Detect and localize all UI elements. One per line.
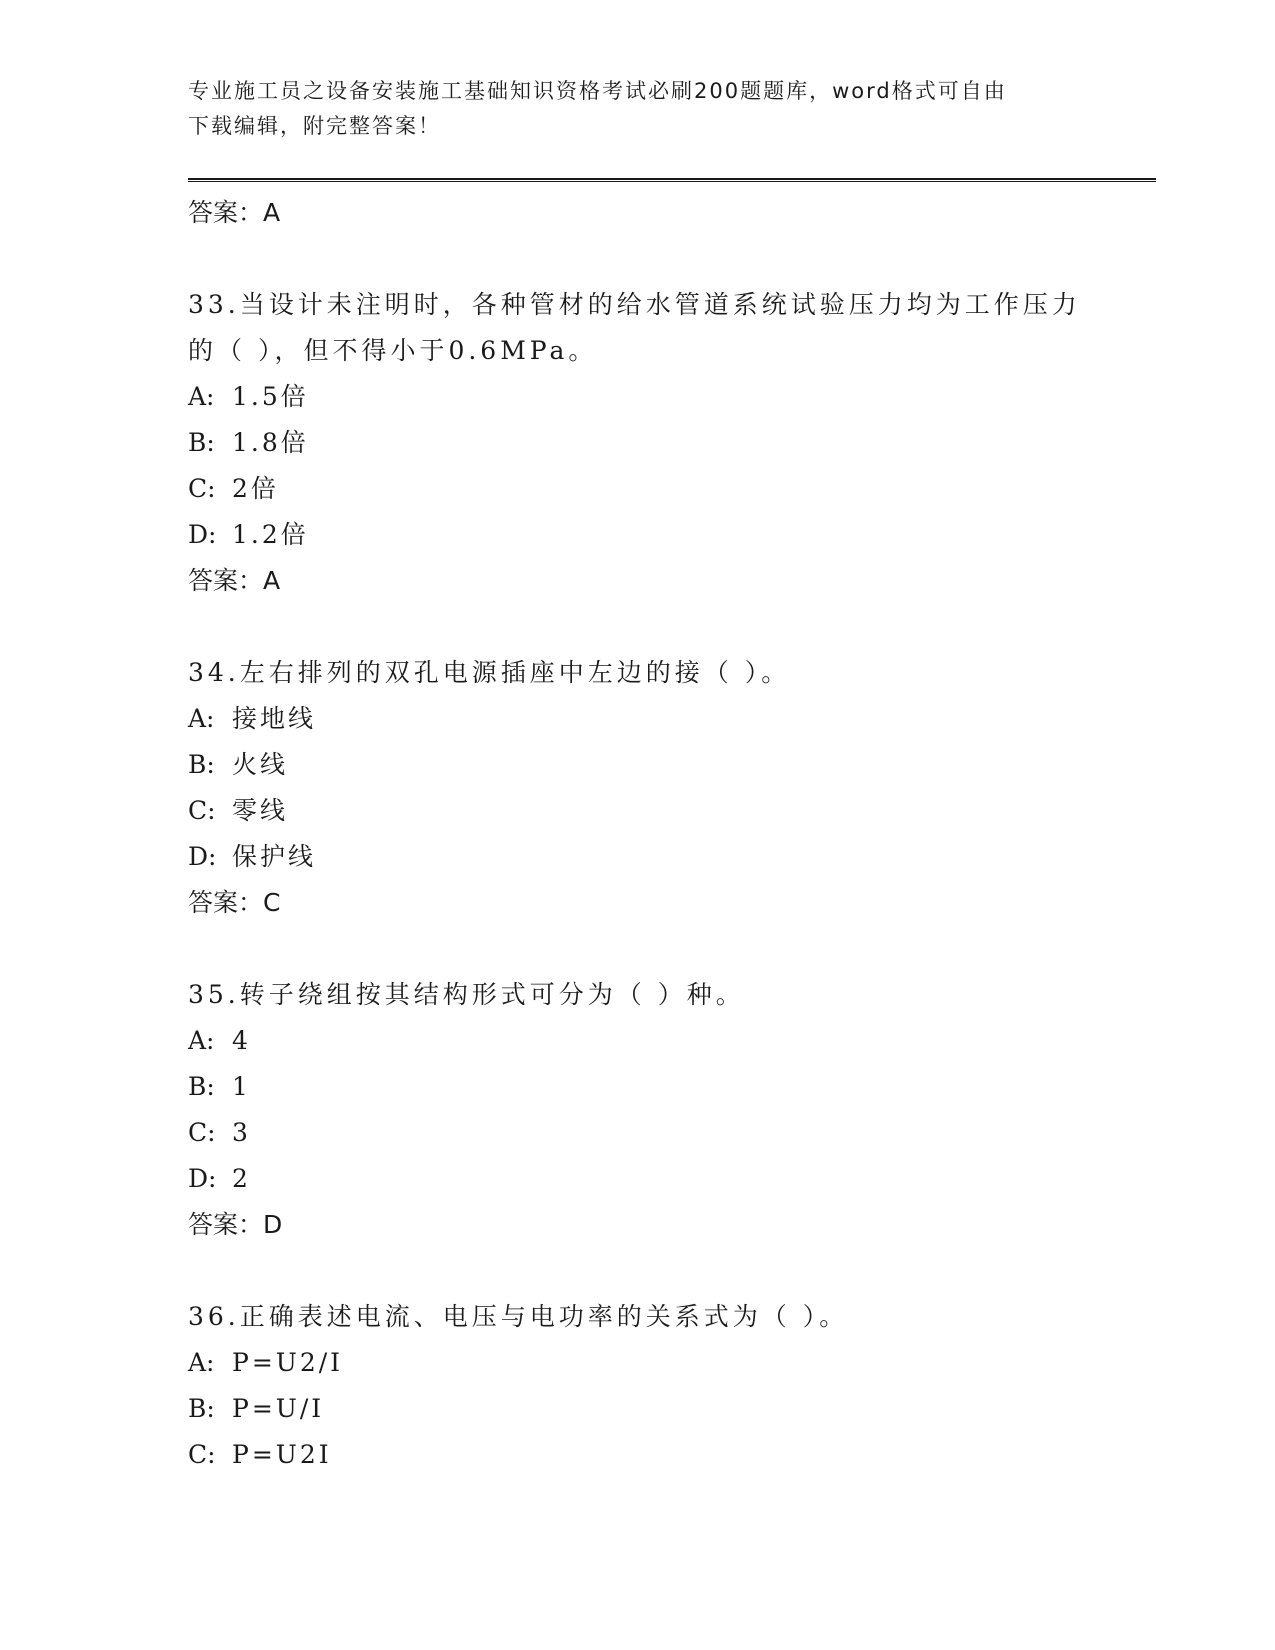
header-divider (188, 178, 1156, 182)
option-text: P=U/I (232, 1394, 325, 1423)
option-letter: C: (188, 796, 216, 825)
option-d (188, 834, 1148, 880)
option-text: 接地线 (232, 704, 317, 733)
option-a (188, 1018, 1148, 1064)
option-letter: D: (188, 842, 217, 871)
option-a (188, 374, 1148, 420)
spacer (188, 926, 1148, 972)
question-block (188, 972, 1148, 1248)
answer-line: 答案：A (188, 198, 281, 227)
option-c (188, 1432, 1148, 1478)
option-letter: A: (188, 1026, 215, 1055)
header-line-1: 专业施工员之设备安装施工基础知识资格考试必刷200题题库，word格式可自由 (188, 79, 1007, 103)
option-b (188, 742, 1148, 788)
option-letter: A: (188, 382, 215, 411)
option-text: 1 (232, 1072, 251, 1101)
option-d (188, 1156, 1148, 1202)
header-line-2: 下载编辑，附完整答案！ (188, 114, 441, 138)
option-text: 保护线 (232, 842, 317, 871)
option-letter: B: (188, 1394, 215, 1423)
document-header (188, 74, 1088, 144)
question-text: 35.转子绕组按其结构形式可分为（ ）种。 (188, 980, 745, 1009)
spacer (188, 1248, 1148, 1294)
option-letter: C: (188, 474, 216, 503)
option-text: 零线 (232, 796, 289, 825)
option-letter: C: (188, 1118, 216, 1147)
option-text: 1.8倍 (232, 428, 309, 457)
option-a (188, 696, 1148, 742)
option-c (188, 466, 1148, 512)
option-text: P=U2I (232, 1440, 332, 1469)
question-block (188, 282, 1148, 604)
option-letter: D: (188, 520, 217, 549)
option-text: 3 (232, 1118, 251, 1147)
option-text: 4 (232, 1026, 251, 1055)
option-letter: B: (188, 750, 215, 779)
option-c (188, 788, 1148, 834)
option-text: 2 (232, 1164, 251, 1193)
question-text: 的（ ），但不得小于0.6MPa。 (188, 336, 598, 365)
option-letter: B: (188, 1072, 215, 1101)
question-list (188, 190, 1148, 1478)
option-text: 2倍 (232, 474, 279, 503)
answer-line: 答案：C (188, 888, 281, 917)
option-text: 火线 (232, 750, 289, 779)
option-letter: A: (188, 704, 215, 733)
option-b (188, 1386, 1148, 1432)
option-letter: D: (188, 1164, 217, 1193)
option-letter: A: (188, 1348, 215, 1377)
option-text: 1.2倍 (232, 520, 309, 549)
answer-line: 答案：A (188, 566, 281, 595)
spacer (188, 604, 1148, 650)
option-a (188, 1340, 1148, 1386)
option-letter: B: (188, 428, 215, 457)
answer-line: 答案：D (188, 1210, 283, 1239)
question-text: 36.正确表述电流、电压与电功率的关系式为（ ）。 (188, 1302, 849, 1331)
option-text: P=U2/I (232, 1348, 344, 1377)
question-block (188, 650, 1148, 926)
option-b (188, 1064, 1148, 1110)
option-c (188, 1110, 1148, 1156)
question-text: 34.左右排列的双孔电源插座中左边的接（ ）。 (188, 658, 791, 687)
question-text: 33.当设计未注明时，各种管材的给水管道系统试验压力均为工作压力 (188, 290, 1081, 319)
option-b (188, 420, 1148, 466)
option-letter: C: (188, 1440, 216, 1469)
spacer (188, 236, 1148, 282)
option-d (188, 512, 1148, 558)
option-text: 1.5倍 (232, 382, 309, 411)
question-block (188, 1294, 1148, 1478)
